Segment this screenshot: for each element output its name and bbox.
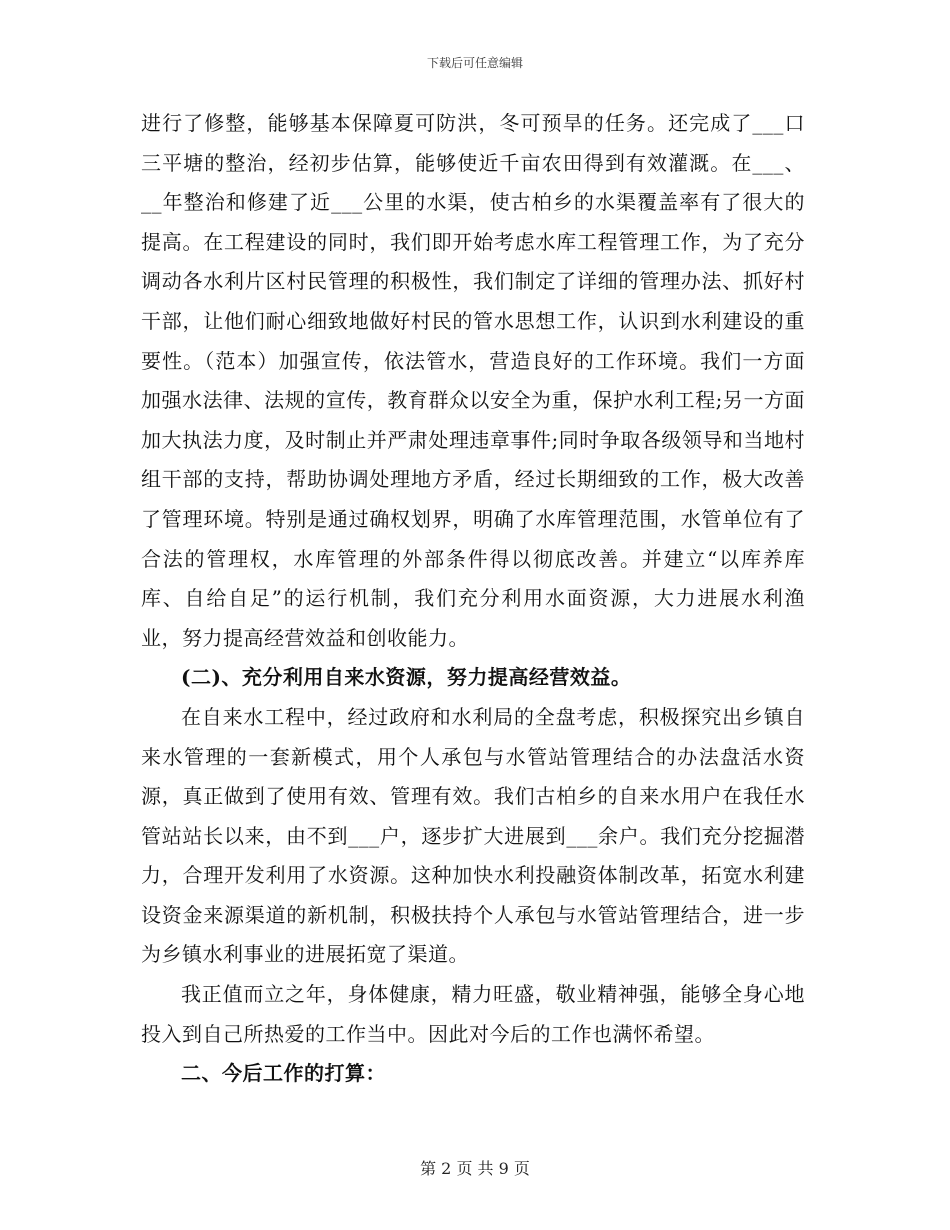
paragraph-personal: 我正值而立之年，身体健康，精力旺盛，敬业精神强，能够全身心地投入到自己所热爱的工作当中。因此对今后的工作也满怀希望。 [141,982,805,1046]
section-heading-future-plans: 二、今后工作的打算： [181,1061,386,1086]
paragraph-tap-water: 在自来水工程中，经过政府和水利局的全盘考虑，积极探究出乡镇自来水管理的一套新模式，用个人承包与水管站管理结合的办法盘活水资源，真正做到了使用有效、管理有效。我们古柏乡的自来水用户在我任水管站站长以来，由不到___户，逐步扩大进展到___余户。我们充分挖掘潜力，合理开发利用了水资源。这种加快水利投融资体制改革，拓宽水利建设资金来源渠道的新机制，积极扶持个人承包与水管站管理结合，进一步为乡镇水利事业的进展拓宽了渠道。 [141,704,805,967]
page-header: 下载后可任意编辑 [426,56,523,70]
page-number: 第 2 页 共 9 页 [420,1159,530,1178]
paragraph-water-management: 进行了修整，能够基本保障夏可防洪，冬可预旱的任务。还完成了___口三平塘的整治，经初步估算，能够使近千亩农田得到有效灌溉。在___、__年整治和修建了近___公里的水渠，使古柏乡的水渠覆盖率有了很大的提高。在工程建设的同时，我们即开始考虑水库工程管理工作，为了充分调动各水利片区村民管理的积极性，我们制定了详细的管理办法、抓好村干部，让他们耐心细致地做好村民的管水思想工作，认识到水利建设的重要性。（范本）加强宣传，依法管水，营造良好的工作环境。我们一方面加强水法律、法规的宣传，教育群众以安全为重，保护水利工程;另一方面加大执法力度，及时制止并严肃处理违章事件;同时争取各级领导和当地村组干部的支持，帮助协调处理地方矛盾，经过长期细致的工作，极大改善了管理环境。特别是通过确权划界，明确了水库管理范围，水管单位有了合法的管理权，水库管理的外部条件得以彻底改善。并建立“以库养库库、自给自足”的运行机制，我们充分利用水面资源，大力进展水利渔业，努力提高经营效益和创收能力。 [141,111,805,650]
section-heading-tap-water: (二)、充分利用自来水资源，努力提高经营效益。 [181,665,632,690]
document-body [141,104,805,1094]
